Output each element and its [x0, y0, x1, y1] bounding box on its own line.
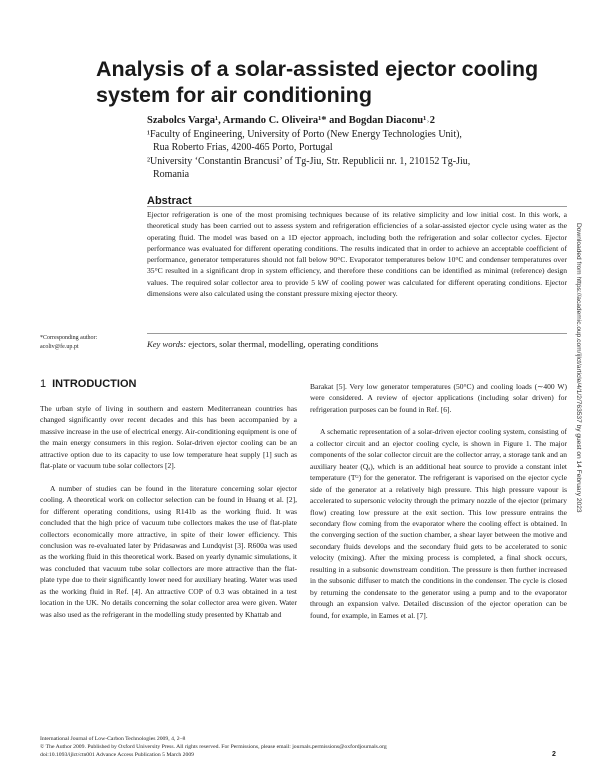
paper-title: Analysis of a solar-assisted ejector cooling system for air conditioning [96, 57, 539, 107]
body-paragraph: Barakat [5]. Very low generator temperatures (50°C) and cooling loads (∼400 W) were considered. A review of ejector applications (including solar driven) for refrigeration purposes can be found in Ref. [6]. [310, 382, 567, 414]
footer-line: International Journal of Low-Carbon Technologies 2009, 4, 2–8 [40, 736, 186, 742]
section-heading [40, 378, 136, 390]
affiliation-line: Rua Roberto Frias, 4200-465 Porto, Portugal [153, 142, 333, 154]
body-paragraph: The urban style of living in southern and eastern Mediterranean countries has changed significantly over recent decades and this has been accompanied by a massive increase in the use of electrical energy. Air-conditioning equipment is one of the main energy consumers in this region. Solar-driven ejector cooling can be an attractive option due to its capacity to use low temperature heat supply [1] such as flat-plate or vacuum tube solar collectors [2]. [40, 404, 297, 471]
keywords-label: Key words: [147, 339, 187, 349]
corresponding-email[interactable]: acoliv@fe.up.pt [40, 344, 79, 350]
abstract-top-rule [147, 206, 567, 207]
author-list: Szabolcs Varga¹, Armando C. Oliveira¹* and Bogdan Diaconu¹˒2 [147, 115, 436, 126]
affiliations [147, 128, 567, 181]
affiliation-line: ²University ‘Constantin Brancusi’ of Tg-Jiu, Str. Republicii nr. 1, 210152 Tg-Jiu, [147, 155, 471, 167]
corresponding-author-note [40, 334, 140, 352]
journal-footer [40, 735, 568, 760]
footer-line: doi:10.1093/ijlct/ctn001 Advance Access Publication 5 March 2009 [40, 752, 195, 759]
body-paragraph: A schematic representation of a solar-driven ejector cooling system, consisting of a collector circuit and an ejector cooling cycle, is shown in Figure 1. The major components of the solar collector circuit are the collector array, a storage tank and an auxiliary heater (Qₐ), which is an additional heat source to provide a constant inlet temperature (Tᴳ) for the generator. The refrigerant is vaporised on the ejector cycle side of the generator at a relatively high pressure. This high pressure vapour is accelerated to supersonic velocity through the primary nozzle of the ejector (primary flow) creating low pressure at the exit section. This low pressure entrains the secondary flow coming from the evaporator where the cooling effect is obtained. In the converging section of the suction chamber, a shear layer between the motive and secondary fluids develops and the secondary fluid gets to be accelerated to sonic velocity (mixing). After the mixing process is completed, a final shock occurs, resulting in a subsonic downstream condition. The pressure is then further increased in the subsonic diffuser to match the conditions in the condenser. The cycle is closed by returning the condensate to the generator using a pump and to the evaporator through an expansion valve. Detailed discussion of the ejector operation can be found, for example, in Eames et al. [7]. [310, 427, 567, 620]
abstract-text: Ejector refrigeration is one of the most promising techniques because of its relative simplicity and low initial cost. In this work, a theoretical study has been carried out to assess system and refrigeration efficiencies of a solar-assisted ejector cycle using water as the operating fluid. The model was based on a 1D ejector approach, including both the refrigeration and solar collector cycles. Ejector performance was evaluated for different operating conditions. The results indicated that in order to achieve an acceptable coefficient of performance, generator temperatures should not fall below 90°C. Evaporator temperatures below 10°C and condenser temperatures over 35°C resulted in a significant drop in system efficiency, and therefore these conditions can be identified as minimal (reference) design values. The required solar collector area to provide 5 kW of cooling power was calculated for different operating conditions. Ejector dimensions were also calculated using the constant pressure mixing ejector theory. [147, 210, 567, 299]
section-number: 1 [40, 378, 47, 390]
keywords-list: ejectors, solar thermal, modelling, operating conditions [186, 339, 379, 349]
body-paragraph: A number of studies can be found in the literature concerning solar ejector cooling. A theoretical work on collector selection can be found in Huang et al. [2], for different operating conditions, using R141b as the working fluid. It was concluded that the high price of vacuum tube collectors makes the use of flat-plate collectors economically more attractive, in spite of their lower efficiency. This conclusion was re-evaluated later by Pridasawas and Lundqvist [3]. R600a was used as the working fluid in this theoretical work. Based on yearly dynamic simulations, it was concluded that vacuum tube solar collectors are more attractive than the flat-plate type due to their significantly lower need for auxiliary heating. Water was used as the working fluid in Ref. [4]. An attractive COP of 0.3 was obtained in a test location in the UK. No details concerning the solar collector area were given. Water was also used as the refrigerant in the modelling study presented by Khattab and [40, 483, 297, 619]
page-number: 2 [552, 751, 556, 758]
section-title: INTRODUCTION [52, 378, 137, 390]
abstract-bottom-rule [147, 333, 567, 334]
keywords [147, 338, 567, 350]
affiliation-line: Romania [153, 168, 190, 180]
right-column [310, 381, 567, 621]
affiliation-line: ¹Faculty of Engineering, University of Porto (New Energy Technologies Unit), [147, 129, 462, 140]
footer-line: © The Author 2009. Published by Oxford University Press. All rights reserved. For Permissions, please email: journals.permissions@oxfordjournals.org [40, 744, 387, 751]
left-column [40, 403, 297, 620]
abstract-heading: Abstract [147, 195, 192, 207]
corresponding-label: *Corresponding author: [40, 335, 98, 341]
download-note[interactable]: Downloaded from https://academic.oup.com/ijlct/article/4/1/2/763537 by guest on 14 February 2023 [575, 223, 582, 513]
